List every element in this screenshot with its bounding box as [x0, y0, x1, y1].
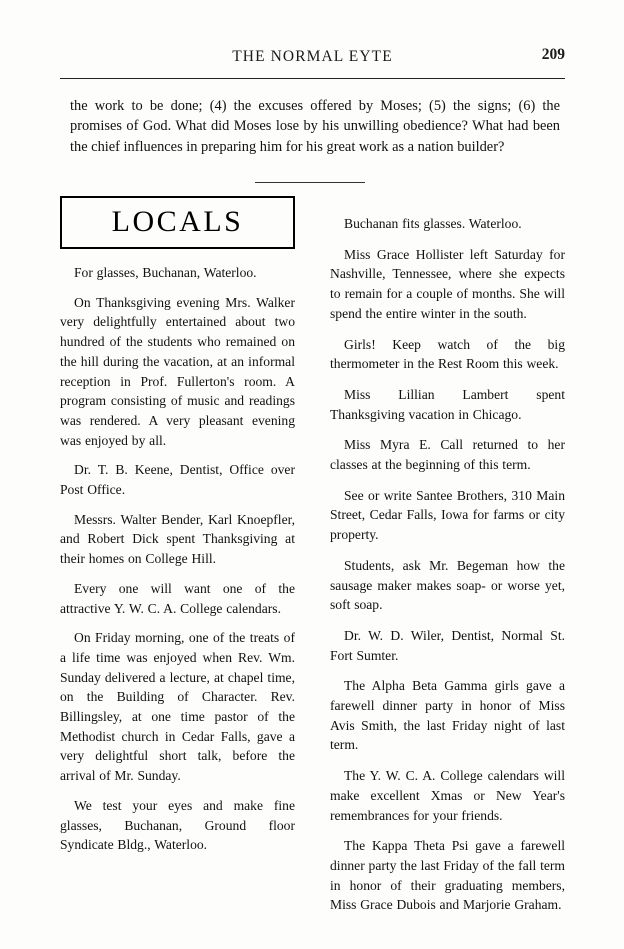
list-item: Dr. T. B. Keene, Dentist, Office over Post Office.	[60, 462, 295, 498]
left-column	[60, 196, 295, 865]
running-head-title: THE NORMAL EYTE	[232, 48, 393, 65]
column-top-spacer	[330, 196, 565, 214]
list-item: We test your eyes and make fine glasses, Buchanan, Ground floor Syndicate Bldg., Waterloo.	[60, 797, 295, 853]
intro-paragraph	[70, 96, 560, 157]
list-item: See or write Santee Brothers, 310 Main Street, Cedar Falls, Iowa for farms or city property.	[330, 487, 565, 543]
list-item: Miss Lillian Lambert spent Thanksgiving vacation in Chicago.	[330, 386, 565, 422]
section-divider	[255, 182, 365, 183]
intro-text: the work to be done; (4) the excuses offered by Moses; (5) the signs; (6) the promises of God. What did Moses lose by his unwilling obedience? What had been the chief influences in preparing him for his great work as a nation builder?	[70, 98, 560, 155]
locals-heading-box	[60, 196, 295, 249]
page-number: 209	[541, 46, 565, 63]
list-item: Every one will want one of the attractive Y. W. C. A. College calendars.	[60, 580, 295, 616]
list-item: The Y. W. C. A. College calendars will make excellent Xmas or New Year's remembrances for your friends.	[330, 768, 565, 823]
list-item: Students, ask Mr. Begeman how the sausage maker makes soap- or worse yet, soft soap.	[330, 557, 565, 613]
list-item: Miss Grace Hollister left Saturday for Nashville, Tennessee, where she expects to remain for a couple of months. She will spend the entire winter in the south.	[330, 246, 565, 321]
locals-heading: LOCALS	[111, 205, 244, 238]
page-header	[60, 48, 565, 66]
right-column	[330, 196, 565, 926]
list-item: Buchanan fits glasses. Waterloo.	[344, 216, 522, 231]
header-rule	[60, 78, 565, 79]
list-item: For glasses, Buchanan, Waterloo.	[74, 265, 257, 280]
list-item: The Kappa Theta Psi gave a farewell dinner party the last Friday of the fall term in honor of their graduating members, Miss Grace Dubois and Marjorie Graham.	[330, 838, 565, 913]
list-item: On Friday morning, one of the treats of a life time was enjoyed when Rev. Wm. Sunday delivered a lecture, at chapel time, on the Building of Character. Rev. Billingsley, at one time pastor of the Methodist church in Cedar Falls, gave a very delightful short talk, before the arrival of Mr. Sunday.	[60, 630, 295, 784]
list-item: Messrs. Walter Bender, Karl Knoepfler, and Robert Dick spent Thanksgiving at their homes on College Hill.	[60, 511, 295, 567]
list-item: The Alpha Beta Gamma girls gave a farewell dinner party in honor of Miss Avis Smith, the last Friday night of last term.	[330, 678, 565, 753]
list-item: Dr. W. D. Wiler, Dentist, Normal St. Fort Sumter.	[330, 627, 565, 663]
list-item: Girls! Keep watch of the big thermometer in the Rest Room this week.	[330, 336, 565, 372]
list-item: Miss Myra E. Call returned to her classes at the beginning of this term.	[330, 437, 565, 473]
two-column-body	[60, 196, 565, 936]
list-item: On Thanksgiving evening Mrs. Walker very delightfully entertained about two hundred of the students who remained on the hill during the vacation, at an informal reception in Prof. Fullerton's room. A program consisting of music and readings was rendered. A very pleasant evening was enjoyed by all.	[60, 294, 295, 448]
